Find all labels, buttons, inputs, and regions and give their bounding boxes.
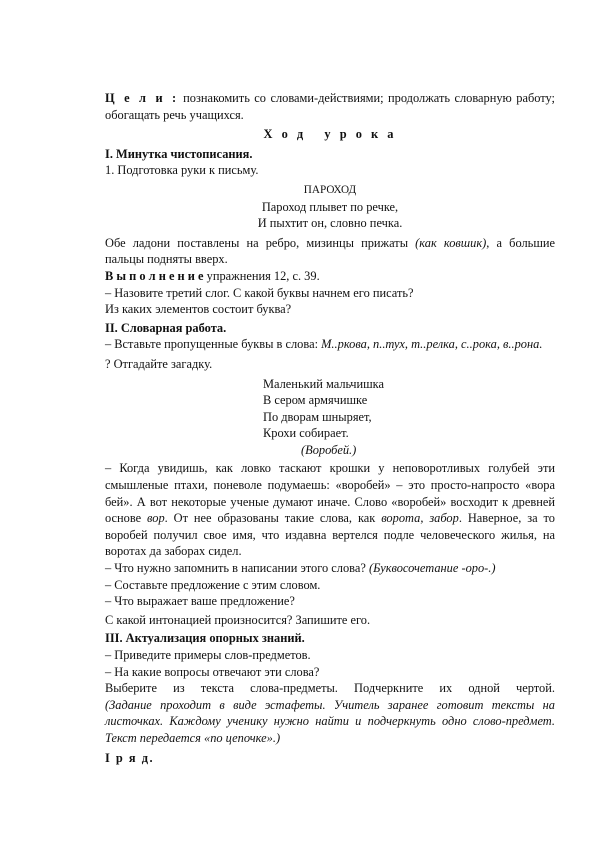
goals-text: познакомить со словами-действиями; продолжать словарную работу; обогащать речь учащихся. (105, 91, 556, 122)
riddle-line-3: По дворам шныряет, (263, 409, 372, 424)
riddle-answer: (Воробей.) (301, 442, 357, 457)
remember-question-text: – Что нужно запомнить в написании этого слова? (105, 561, 369, 576)
section1-q1: – Назовите третий слог. С какой буквы начнем его писать? (105, 285, 414, 300)
exercise-text: упражнения 12, с. 39. (203, 268, 320, 283)
lesson-title: Х о д у р о к а (263, 127, 397, 142)
goals-paragraph (105, 90, 555, 123)
sparrow-words: ворота, забор (381, 511, 459, 526)
sparrow-text-c: . Наверное, за то воробей получил свое имя, что издавна вертелся подле человеческого жилья, на воротах да заборах сидел. (105, 511, 556, 559)
section3-q1: – Приведите примеры слов-предметов. (105, 648, 311, 662)
goals-label: Ц е л и : (105, 91, 179, 105)
riddle-line-2: В сером армячишке (263, 393, 368, 408)
hand-instruction-end: , а большие пальцы подняты вверх. (105, 235, 555, 267)
riddle-line-4: Крохи собирает. (263, 426, 349, 441)
sparrow-text-b: . От нее образованы такие слова, как (164, 511, 382, 526)
sparrow-root: вор (147, 511, 165, 526)
section3-q2: – На какие вопросы отвечают эти слова? (105, 664, 320, 679)
exercise-line (105, 268, 555, 285)
riddle-line-1: Маленький мальчишка (263, 376, 384, 391)
sparrow-text-a: – Когда увидишь, как ловко таскают крошки у неповоротливых голубей эти смышленые птахи, поневоле подумаешь: «воробей» – это просто-напросто «вора бей». А вот некоторые ученые думают иначе. Слово «воробей» восходит к древней основе (105, 461, 555, 526)
section3-heading: III. Актуализация опорных знаний. (105, 631, 305, 646)
hand-instruction (105, 235, 555, 268)
express-question: – Что выражает ваше предложение? (105, 594, 295, 609)
riddle-intro: ? Отгадайте загадку. (105, 356, 213, 371)
poem-line-2: И пыхтит он, словно печка. (257, 216, 403, 231)
poem-title: ПАРОХОД (303, 183, 357, 196)
sparrow-paragraph (105, 460, 555, 560)
section2-heading: II. Словарная работа. (105, 320, 227, 335)
missing-letters-task (105, 336, 555, 353)
document-page (105, 90, 555, 766)
missing-letters-text: – Вставьте пропущенные буквы в слова: (105, 337, 322, 352)
exercise-label: В ы п о л н е н и е (105, 268, 204, 283)
missing-letters-words: М..ркова, п..тух, т..релка, с..рока, в..рона. (321, 337, 543, 352)
remember-question (105, 560, 555, 577)
section3-task: Выберите из текста слова-предметы. Подчеркните их одной чертой. (105, 681, 555, 696)
remember-question-answer: (Буквосочетание -оро-.) (368, 561, 496, 576)
compose-question: – Составьте предложение с этим словом. (105, 577, 321, 592)
riddle-poem (105, 376, 555, 459)
section1-heading: I. Минутка чистописания. (105, 146, 253, 161)
hand-instruction-text: Обе ладони поставлены на ребро, мизинцы прижаты (105, 235, 416, 250)
hand-instruction-italic: (как ковшик) (415, 235, 487, 250)
section3-note: (Задание проходит в виде эстафеты. Учитель заранее готовит тексты на листочках. Каждому ученику нужно найти и подчеркнуть одно слово-предмет. Текст передается «по цепочке».) (105, 697, 555, 745)
intonation-question: С какой интонацией произносится? Запишите его. (105, 612, 371, 627)
section1-item1: 1. Подготовка руки к письму. (105, 163, 259, 178)
poem-line-1: Пароход плывет по речке, (261, 199, 399, 214)
row-label: I р я д. (105, 750, 155, 765)
section1-q2: Из каких элементов состоит буква? (105, 302, 292, 317)
